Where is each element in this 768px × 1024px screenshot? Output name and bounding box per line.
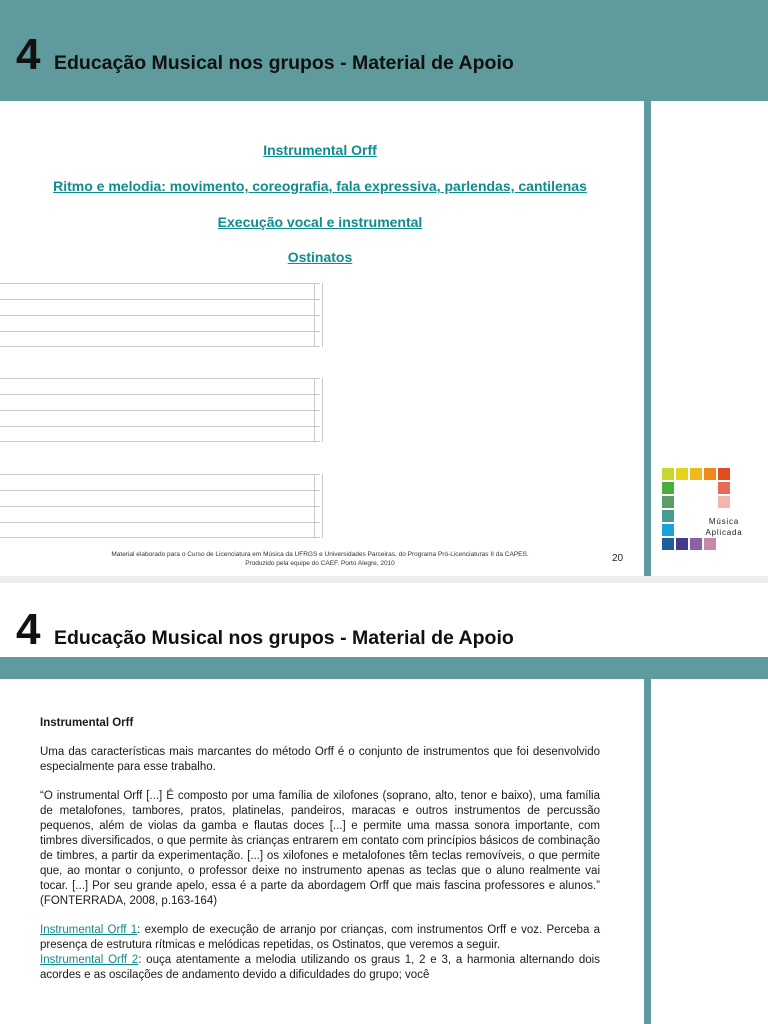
link-2-description: : ouça atentamente a melodia utilizando os graus 1, 2 e 3, a harmonia alternando dois acordes e as oscilações de andamento devido a dificuldades do grupo; você bbox=[40, 954, 600, 981]
page-number: 20 bbox=[612, 553, 624, 564]
toc-link-execucao[interactable]: Execução vocal e instrumental bbox=[217, 214, 423, 230]
toc-link-ritmo-melodia[interactable]: Ritmo e melodia: movimento, coreografia, fala expressiva, parlendas, cantilenas bbox=[53, 178, 587, 194]
musica-aplicada-logo bbox=[662, 468, 734, 556]
quote-paragraph: “O instrumental Orff [...] É composto por uma família de xilofones (soprano, alto, tenor e baixo), uma família de metalofones, tambores, pratos, platinelas, pandeiros, maracas e outros instrumentos de percussão pequenos, além de violas da gamba e flautas doces [...] e permite uma massa sonora importante, com timbres diversificados, o que permite às crianças entrarem em contato com princípios básicos de combinação de timbres, a partir da experimentação. [...] os xilofones e metalofones têm teclas removíveis, o que permite que, ao montar o conjunto, o professor deixe no instrumento apenas as teclas que o aluno realmente vai tocar. [...] Por seu grande apelo, essa é a parte da abordagem Orff que mais fascina professores e alunos.” (FONTERRADA, 2008, p.163-164) bbox=[40, 790, 600, 907]
instrumental-orff-2-link[interactable]: Instrumental Orff 2 bbox=[40, 954, 139, 966]
link-1-description: : exemplo de execução de arranjo por crianças, com instrumentos Orff e voz. Perceba a presença de estrutura rítmicas e melódicas repetidas, os Ostinatos, que veremos a seguir. bbox=[40, 924, 600, 951]
link-paragraph-1 bbox=[40, 923, 600, 953]
music-staff bbox=[0, 283, 324, 347]
toc-link-instrumental-orff[interactable]: Instrumental Orff bbox=[263, 142, 377, 158]
page-separator bbox=[0, 576, 768, 583]
page2-header-band bbox=[0, 657, 768, 679]
page1-header bbox=[0, 0, 768, 101]
side-accent-bar bbox=[644, 679, 651, 1024]
footer-line-1: Material elaborado para o Curso de Licenciatura em Música da UFRGS e Universidades Parceiras, do Programa Pró-Licenciaturas II da CAPES. bbox=[111, 551, 529, 558]
toc-link-ostinatos[interactable]: Ostinatos bbox=[287, 249, 353, 265]
page1-content bbox=[0, 101, 644, 576]
chapter-number: 4 bbox=[16, 605, 41, 654]
section-heading: Instrumental Orff bbox=[40, 717, 134, 729]
footer-line-2: Produzido pela equipe do CAEF. Porto Alegre, 2010 bbox=[245, 559, 395, 567]
chapter-title: Educação Musical nos grupos - Material de Apoio bbox=[54, 52, 514, 74]
logo-line-1: Música bbox=[708, 517, 740, 526]
chapter-title: Educação Musical nos grupos - Material de Apoio bbox=[54, 627, 514, 649]
music-staff bbox=[0, 474, 324, 538]
side-accent-bar bbox=[644, 95, 651, 576]
instrumental-orff-1-link[interactable]: Instrumental Orff 1 bbox=[40, 924, 138, 936]
music-staff bbox=[0, 378, 324, 442]
logo-caption bbox=[700, 516, 748, 538]
logo-line-2: Aplicada bbox=[705, 528, 743, 537]
page2-body bbox=[40, 716, 600, 983]
chapter-number: 4 bbox=[16, 30, 41, 79]
link-paragraph-2 bbox=[40, 953, 600, 983]
intro-paragraph: Uma das características mais marcantes do método Orff é o conjunto de instrumentos que foi desenvolvido especialmente para esse trabalho. bbox=[40, 746, 600, 773]
footer-credits bbox=[40, 551, 600, 568]
